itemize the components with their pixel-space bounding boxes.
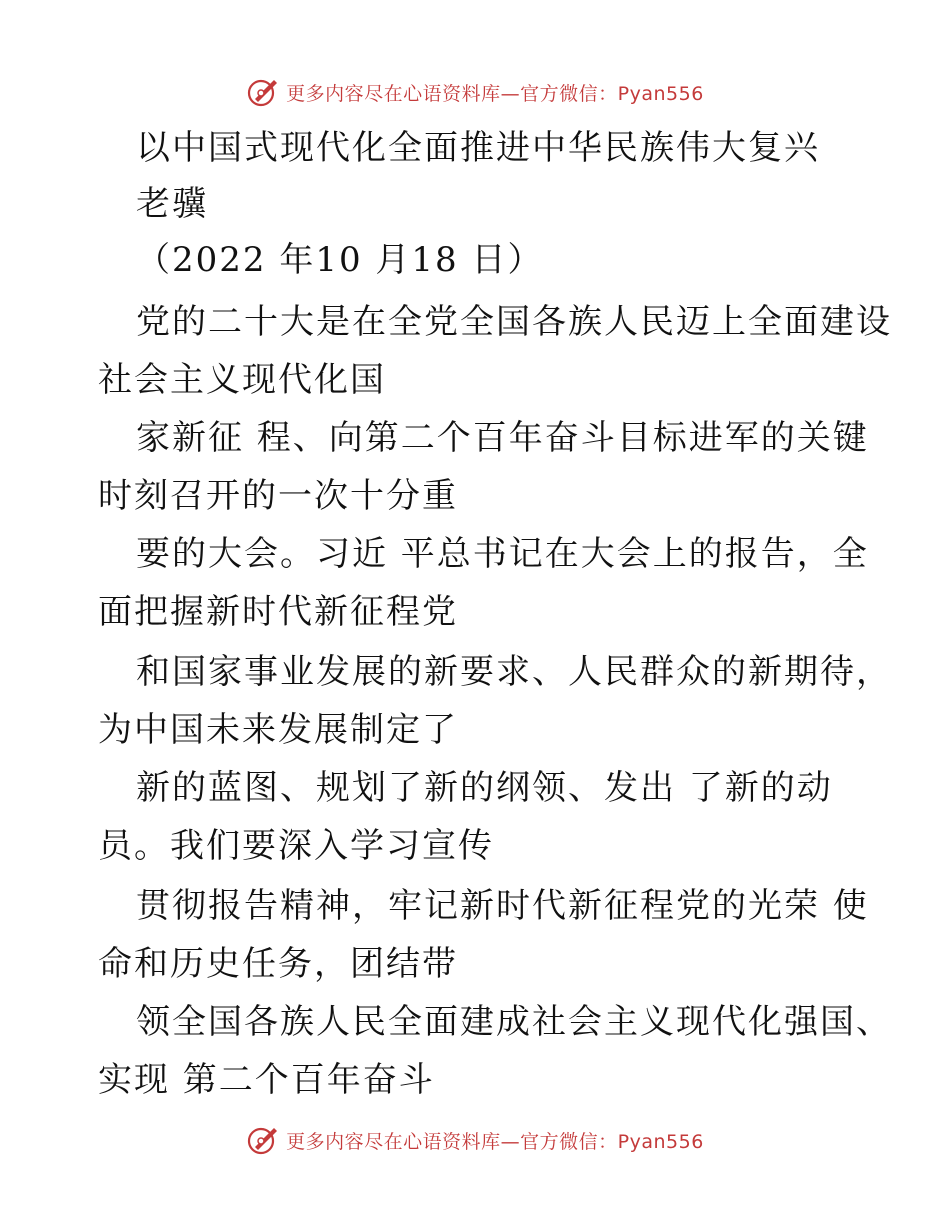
document-author: 老骥 xyxy=(136,184,208,224)
body-line: 社会主义现代化国 xyxy=(98,360,386,400)
footer-watermark xyxy=(0,1120,950,1160)
header-watermark xyxy=(0,72,950,112)
body-line: 家新征 程、向第二个百年奋斗目标进军的关键 xyxy=(136,418,869,458)
body-line: 要的大会。习近 平总书记在大会上的报告，全 xyxy=(136,534,869,574)
body-line: 命和历史任务，团结带 xyxy=(98,944,458,984)
quill-logo-icon xyxy=(246,1123,280,1157)
body-line: 实现 第二个百年奋斗 xyxy=(98,1060,435,1100)
body-line: 面把握新时代新征程党 xyxy=(98,592,458,632)
body-line: 贯彻报告精神，牢记新时代新征程党的光荣 使 xyxy=(136,886,869,926)
body-line: 为中国未来发展制定了 xyxy=(98,710,458,750)
body-line: 和国家事业发展的新要求、人民群众的新期待， xyxy=(136,652,892,692)
document-date: （2022 年10 月18 日） xyxy=(136,240,544,280)
document-title: 以中国式现代化全面推进中华民族伟大复兴 xyxy=(136,128,820,168)
body-line: 员。我们要深入学习宣传 xyxy=(98,826,494,866)
body-line: 领全国各族人民全面建成社会主义现代化强国、 xyxy=(136,1002,892,1042)
body-line: 新的蓝图、规划了新的纲领、发出 了新的动 xyxy=(136,768,833,808)
watermark-text: 更多内容尽在心语资料库—官方微信：Pyan556 xyxy=(286,82,704,105)
quill-logo-icon xyxy=(246,75,280,109)
body-line: 时刻召开的一次十分重 xyxy=(98,476,458,516)
body-line: 党的二十大是在全党全国各族人民迈上全面建设 xyxy=(136,302,892,342)
watermark-text: 更多内容尽在心语资料库—官方微信：Pyan556 xyxy=(286,1130,704,1153)
